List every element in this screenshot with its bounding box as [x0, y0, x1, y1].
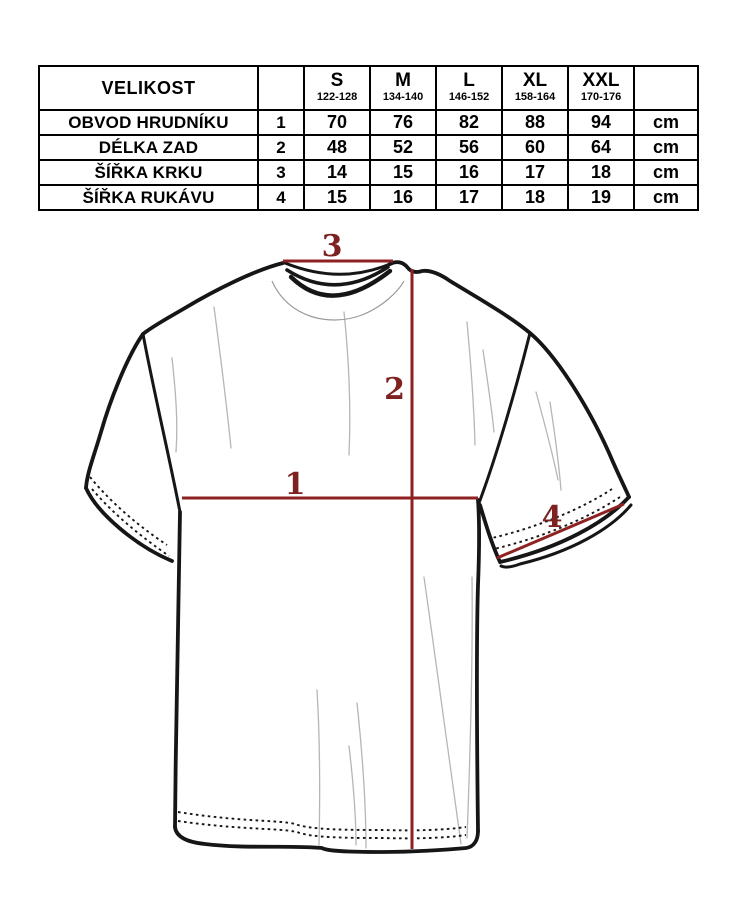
size-range: 146-152	[448, 91, 490, 103]
measurement-ref: 4	[258, 185, 304, 210]
size-value: 56	[436, 135, 502, 160]
unit-cell: cm	[634, 185, 698, 210]
size-value: 16	[436, 160, 502, 185]
bottom-hem-edge	[175, 827, 478, 852]
bottom-hem-stitch	[178, 821, 466, 838]
left-sleeve-stitch	[92, 489, 169, 556]
size-name: XL	[522, 70, 548, 91]
size-value: 82	[436, 110, 502, 135]
left-armhole-seam	[143, 334, 180, 512]
left-shoulder-line	[143, 263, 283, 334]
measure-label-sleeve-width: 4	[541, 500, 563, 535]
size-value: 64	[568, 135, 634, 160]
right-shoulder-sleeve-edge	[390, 262, 629, 497]
right-armhole-seam	[479, 333, 530, 503]
size-value: 15	[304, 185, 370, 210]
collar	[272, 263, 404, 320]
size-value: 18	[568, 160, 634, 185]
size-value: 17	[436, 185, 502, 210]
left-sleeve-outer-edge	[86, 334, 143, 488]
size-value: 15	[370, 160, 436, 185]
table-title: VELIKOST	[39, 66, 258, 110]
left-body-edge	[175, 512, 180, 827]
right-sleeve-underside	[480, 505, 500, 562]
measurement-name: DÉLKA ZAD	[39, 135, 258, 160]
right-body-edge	[477, 500, 479, 831]
measurement-name: ŠÍŘKA RUKÁVU	[39, 185, 258, 210]
wrinkle-lines	[172, 307, 561, 848]
measurement-name: OBVOD HRUDNÍKU	[39, 110, 258, 135]
measure-label-chest: 1	[284, 467, 306, 502]
unit-cell: cm	[634, 110, 698, 135]
size-value: 14	[304, 160, 370, 185]
size-value: 88	[502, 110, 568, 135]
measurement-ref: 2	[258, 135, 304, 160]
stitch-lines	[90, 477, 620, 838]
unit-cell: cm	[634, 160, 698, 185]
size-range: 158-164	[514, 91, 556, 103]
size-name: L	[463, 70, 475, 91]
size-name: XXL	[582, 70, 620, 91]
size-value: 19	[568, 185, 634, 210]
unit-cell: cm	[634, 135, 698, 160]
neckline-shadow	[272, 281, 404, 320]
size-value: 48	[304, 135, 370, 160]
bottom-hem-stitch	[178, 812, 466, 830]
size-range: 122-128	[316, 91, 358, 103]
size-range: 170-176	[580, 91, 622, 103]
size-range: 134-140	[382, 91, 424, 103]
measure-label-neck-width: 3	[321, 229, 343, 264]
size-value: 18	[502, 185, 568, 210]
size-value: 16	[370, 185, 436, 210]
size-value: 17	[502, 160, 568, 185]
measurement-name: ŠÍŘKA KRKU	[39, 160, 258, 185]
size-name: M	[395, 70, 411, 91]
size-value: 60	[502, 135, 568, 160]
measure-lines	[182, 229, 624, 849]
measurement-ref: 1	[258, 110, 304, 135]
size-value: 76	[370, 110, 436, 135]
size-value: 70	[304, 110, 370, 135]
size-value: 94	[568, 110, 634, 135]
size-name: S	[330, 70, 344, 91]
size-value: 52	[370, 135, 436, 160]
tshirt-outline	[86, 262, 631, 852]
measure-label-back-length: 2	[384, 372, 405, 407]
measurement-ref: 3	[258, 160, 304, 185]
